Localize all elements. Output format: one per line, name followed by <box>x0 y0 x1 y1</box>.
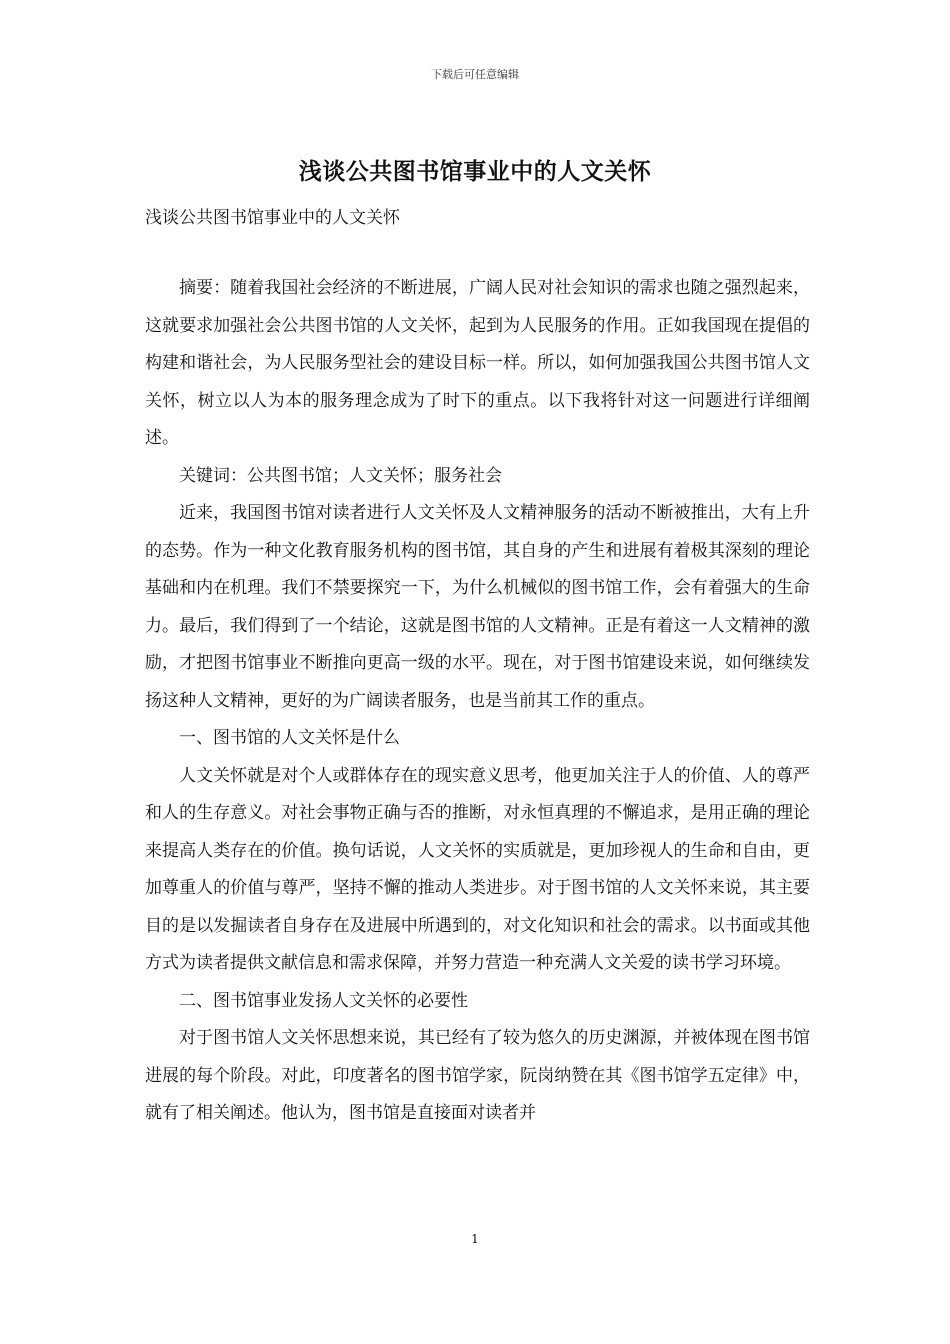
section-heading-2: 二、图书馆事业发扬人文关怀的必要性 <box>179 990 468 1011</box>
page-header-note: 下载后可任意编辑 <box>431 68 519 81</box>
document-title: 浅谈公共图书馆事业中的人文关怀 <box>298 158 652 185</box>
section-2-paragraph: 对于图书馆人文关怀思想来说，其已经有了较为悠久的历史渊源，并被体现在图书馆进展的每个阶段。对此，印度著名的图书馆学家，阮岗纳赞在其《图书馆学五定律》中，就有了相关阐述。他认为，图书馆是直接面对读者并 <box>145 1028 810 1123</box>
section-heading-1: 一、图书馆的人文关怀是什么 <box>179 728 400 748</box>
page-number: 1 <box>471 1232 479 1246</box>
keywords-paragraph: 关键词：公共图书馆；人文关怀；服务社会 <box>179 465 502 486</box>
abstract-paragraph: 摘要：随着我国社会经济的不断进展，广阔人民对社会知识的需求也随之强烈起来，这就要求加强社会公共图书馆的人文关怀，起到为人民服务的作用。正如我国现在提倡的构建和谐社会，为人民服务型社会的建设目标一样。所以，如何加强我国公共图书馆人文关怀，树立以人为本的服务理念成为了时下的重点。以下我将针对这一问题进行详细阐述。 <box>145 278 810 448</box>
document-body <box>145 270 810 1133</box>
intro-paragraph: 近来，我国图书馆对读者进行人文关怀及人文精神服务的活动不断被推出，大有上升的态势。作为一种文化教育服务机构的图书馆，其自身的产生和进展有着极其深刻的理论基础和内在机理。我们不禁要探究一下，为什么机械似的图书馆工作，会有着强大的生命力。最后，我们得到了一个结论，这就是图书馆的人文精神。正是有着这一人文精神的激励，才把图书馆事业不断推向更高一级的水平。现在，对于图书馆建设来说，如何继续发扬这种人文精神，更好的为广阔读者服务，也是当前其工作的重点。 <box>145 503 810 711</box>
section-1-paragraph: 人文关怀就是对个人或群体存在的现实意义思考，他更加关注于人的价值、人的尊严和人的生存意义。对社会事物正确与否的推断，对永恒真理的不懈追求，是用正确的理论来提高人类存在的价值。换句话说，人文关怀的实质就是，更加珍视人的生命和自由，更加尊重人的价值与尊严，坚持不懈的推动人类进步。对于图书馆的人文关怀来说，其主要目的是以发掘读者自身存在及进展中所遇到的，对文化知识和社会的需求。以书面或其他方式为读者提供文献信息和需求保障，并努力营造一种充满人文关爱的读书学习环境。 <box>145 765 810 973</box>
document-subtitle: 浅谈公共图书馆事业中的人文关怀 <box>145 208 400 228</box>
